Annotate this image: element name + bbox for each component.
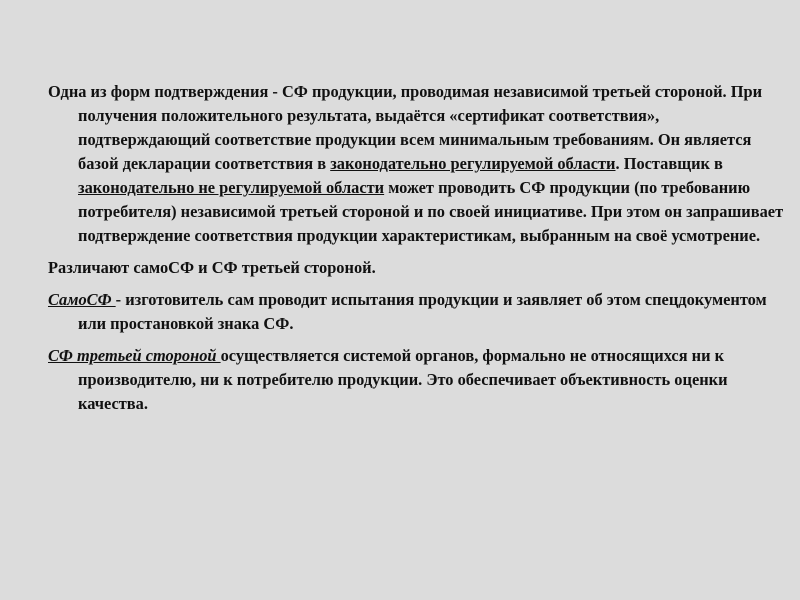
text-segment: Одна из форм подтверждения - СФ продукции, проводимая независимой третьей стороной. При получения положительного результата, выдаётся «сертификат соответствия», подтверждающий соответствие продукции всем минимальным требованиям. Он является базой декларации соответствия в [48, 82, 763, 173]
slide-body [48, 80, 788, 424]
term-self-certification: СамоСФ [48, 290, 116, 309]
paragraph-self-certification [48, 288, 788, 336]
text-segment: осуществляется системой органов, формально не относящихся ни к производителю, ни к потребителю продукции. Это обеспечивает объективность оценки качества. [78, 346, 728, 413]
term-non-regulated-area: законодательно не регулируемой области [78, 178, 385, 197]
paragraph-third-party [48, 344, 788, 416]
paragraph-certification [48, 80, 788, 248]
text-segment: . Поставщик в [615, 154, 723, 173]
text-segment: - изготовитель сам проводит испытания продукции и заявляет об этом спецдокументом или простановкой знака СФ. [78, 290, 767, 333]
term-third-party-certification: СФ третьей стороной [48, 346, 221, 365]
text-segment: Различают самоСФ и СФ третьей стороной. [48, 258, 376, 277]
text-segment: может проводить СФ продукции (по требованию потребителя) независимой третьей стороной и по своей инициативе. При этом он запрашивает подтверждение соответствия продукции характеристикам, выбранным на своё усмотрение. [78, 178, 784, 245]
paragraph-types [48, 256, 788, 280]
term-regulated-area: законодательно регулируемой области [330, 154, 616, 173]
